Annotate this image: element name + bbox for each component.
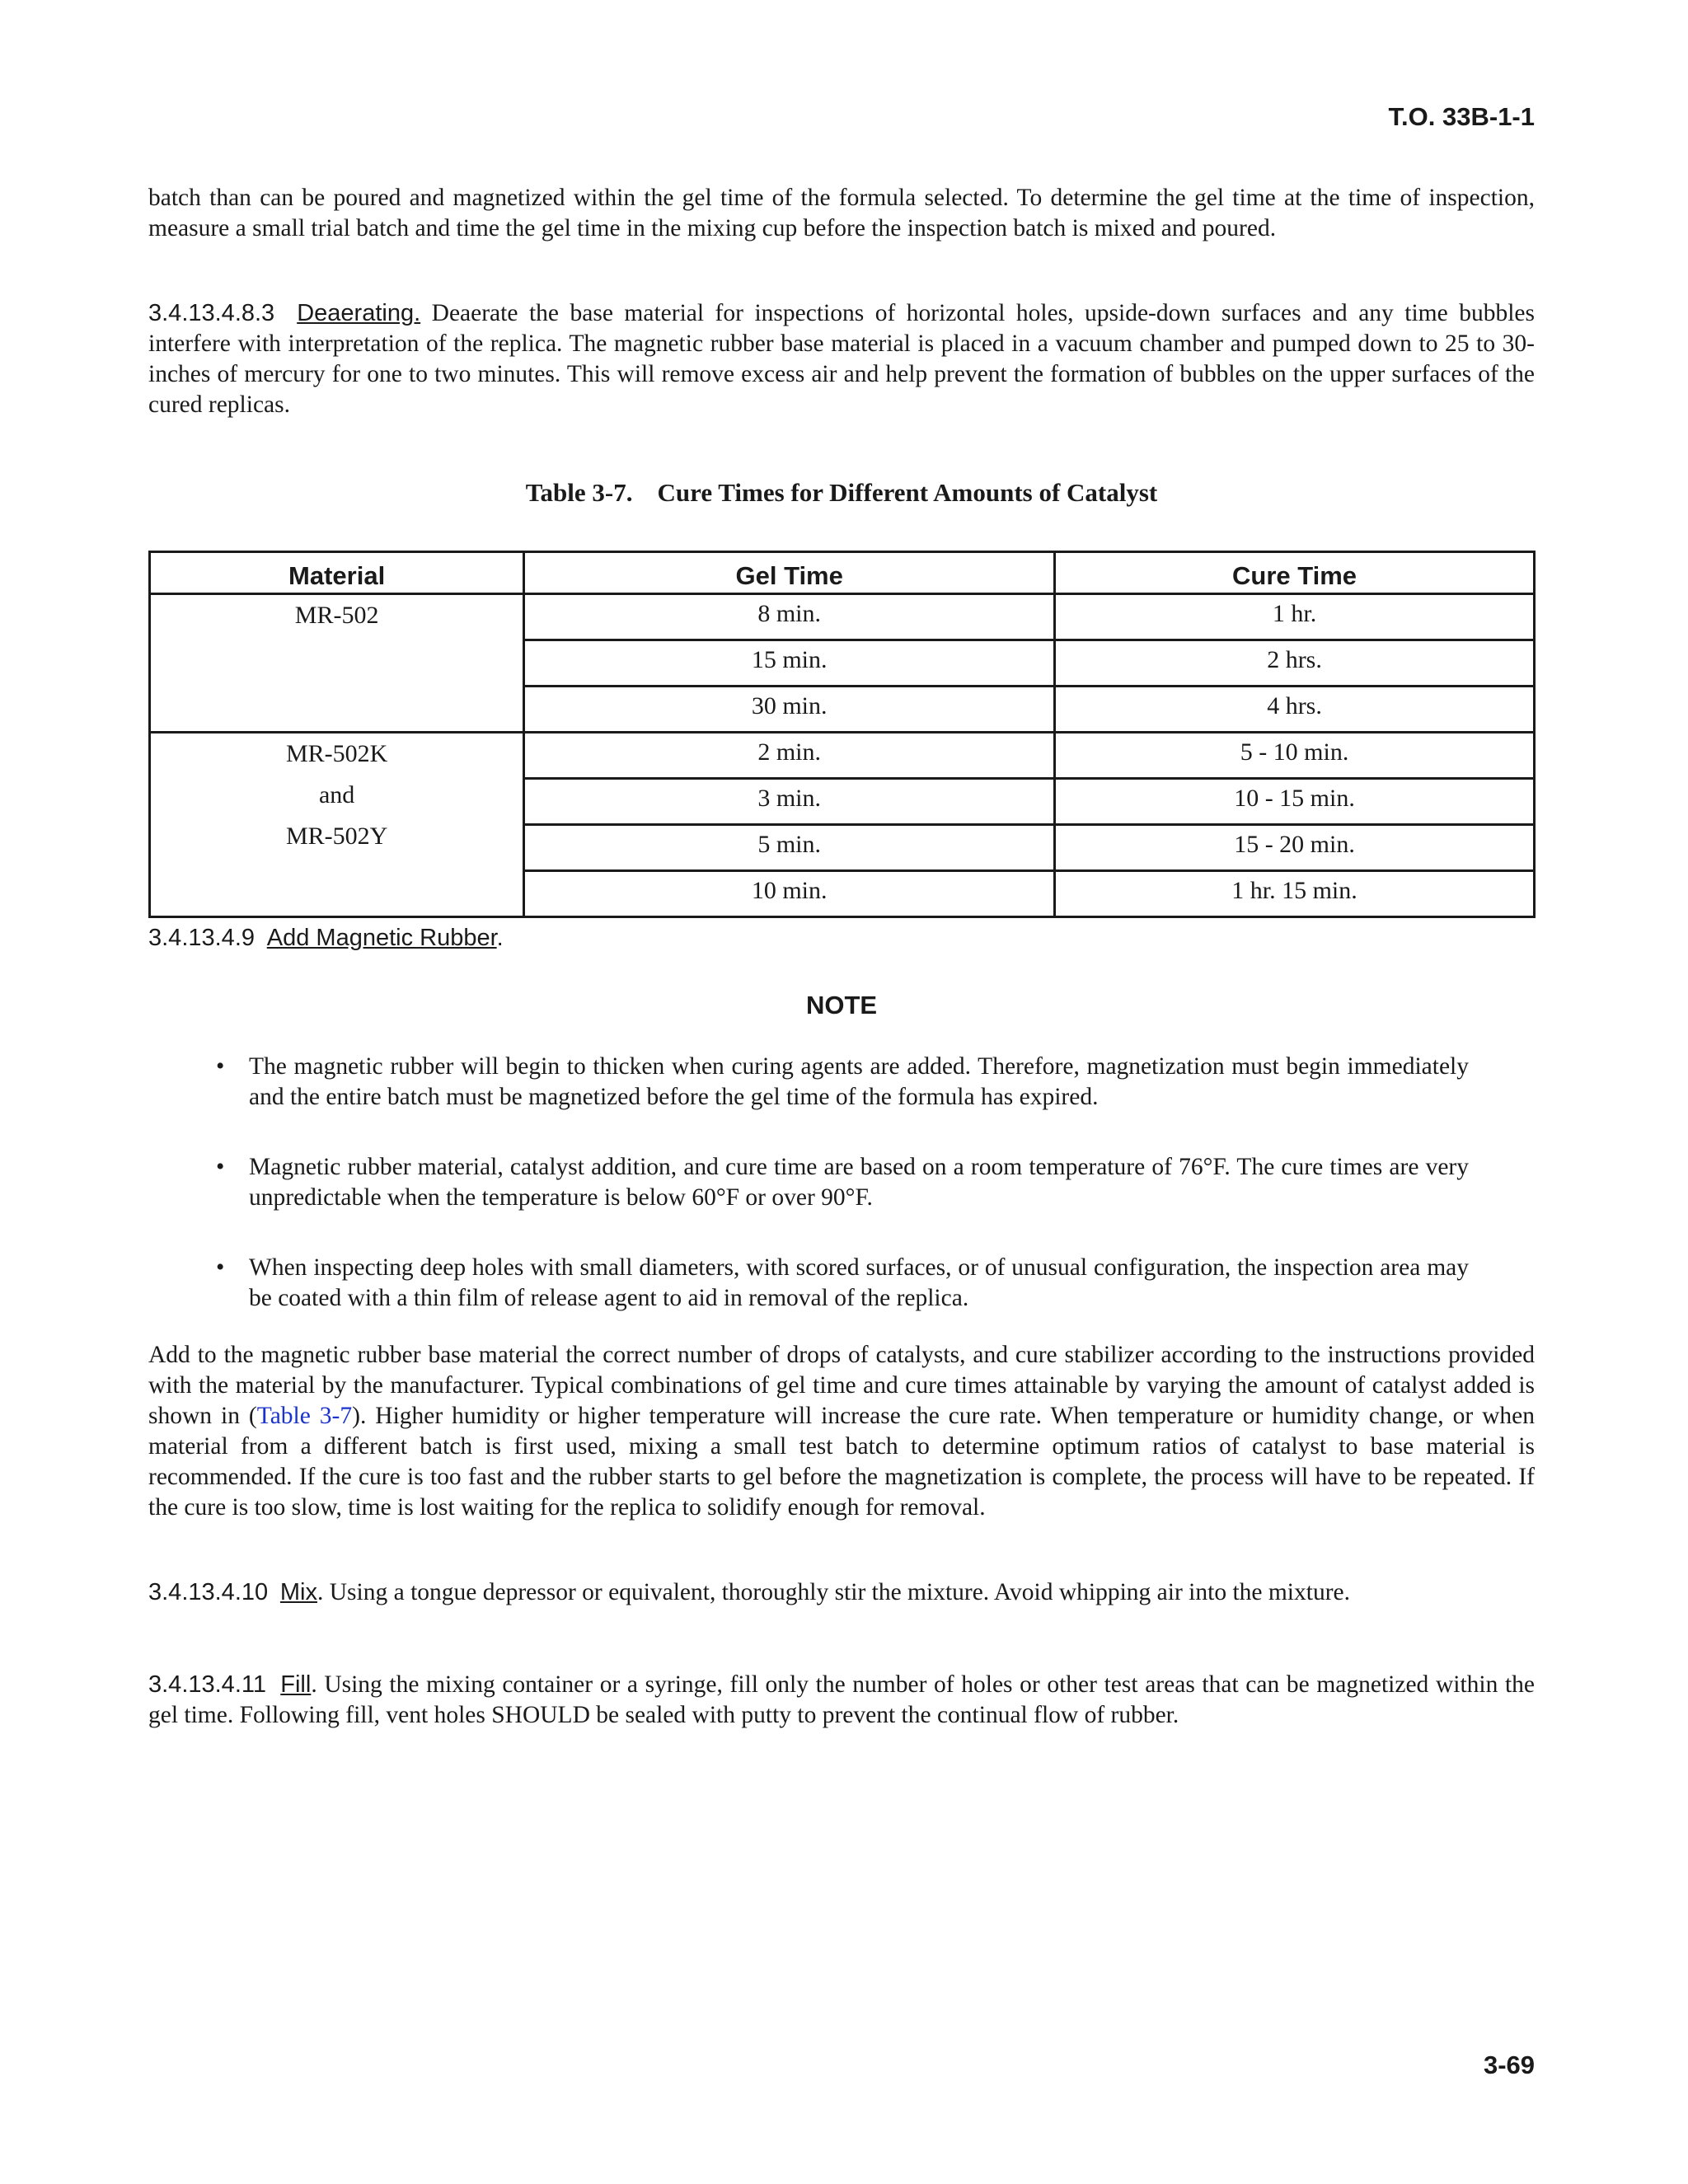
cure-time-cell: 10 - 15 min.: [1055, 779, 1535, 825]
paragraph-text: ). Higher humidity or higher temperature will increase the cure rate. When temperature or humidity change, or when material from a different batch is first used, mixing a small test batch to determine optimum ratios of catalyst to base material is recommended. If the cure is too fast and the rubber starts to gel before the magnetization is complete, the process will have to be repeated. If the cure is too slow, time is lost waiting for the replica to solidify enough for removal.: [148, 1403, 1536, 1521]
material-cell: [150, 733, 524, 917]
section-number: 3.4.13.4.11: [148, 1671, 266, 1698]
material-name: and: [318, 781, 355, 808]
add-magnetic-rubber-heading: [148, 923, 1535, 954]
table-reference-link[interactable]: Table 3-7: [256, 1403, 353, 1429]
intro-paragraph: batch than can be poured and magnetized within the gel time of the formula selected. To determine the gel time at the time of inspection, measure a small trial batch and time the gel time in the mixing cup before the inspection batch is mixed and poured.: [148, 185, 1535, 241]
column-header-gel-time: Gel Time: [524, 552, 1055, 594]
section-title: Add Magnetic Rubber: [266, 925, 497, 951]
cure-time-cell: 2 hrs.: [1055, 640, 1535, 687]
note-text: When inspecting deep holes with small diameters, with scored surfaces, or of unusual configuration, the inspection area may be coated with a thin film of release agent to aid in removal of the replica.: [249, 1254, 1469, 1311]
fill-paragraph: [148, 1670, 1535, 1731]
column-header-material: Material: [150, 552, 524, 594]
table-row: [150, 594, 1535, 640]
gel-time-cell: 5 min.: [524, 825, 1055, 871]
table-number: Table 3-7.: [525, 478, 633, 507]
gel-time-cell: 3 min.: [524, 779, 1055, 825]
section-title-suffix: .: [496, 925, 504, 951]
paragraph-text: Add to the magnetic rubber base material the correct number of drops of catalysts, and cure stabilizer according to the instructions provided with the material by the manufacturer. Typical combinations of gel time and cure times attainable by varying the amount of catalyst added is shown in (: [148, 1342, 1535, 1429]
cure-time-cell: 15 - 20 min.: [1055, 825, 1535, 871]
cure-times-table: [148, 551, 1536, 918]
section-title: Fill: [280, 1671, 312, 1698]
material-name: MR-502K: [285, 740, 388, 767]
material-name: MR-502: [294, 602, 379, 629]
section-title: Mix: [279, 1579, 317, 1605]
section-text: . Using the mixing container or a syringe, fill only the number of holes or other test areas that can be magnetized within the gel time. Following fill, vent holes SHOULD be sealed with putty to prevent the continual flow of rubber.: [148, 1671, 1536, 1728]
table-row: [150, 733, 1535, 779]
gel-time-cell: 10 min.: [524, 871, 1055, 917]
cure-time-cell: 4 hrs.: [1055, 687, 1535, 733]
section-title: Deaerating.: [297, 300, 421, 326]
bullet-icon: •: [216, 1053, 225, 1080]
section-text: Deaerate the base material for inspections of horizontal holes, upside-down surfaces and any time bubbles interfere with interpretation of the replica. The magnetic rubber base material is placed in a vacuum chamber and pumped down to 25 to 30-inches of mercury for one to two minutes. This will remove excess air and help prevent the formation of bubbles on the upper surfaces of the cured replicas.: [148, 300, 1535, 418]
mix-paragraph: [148, 1577, 1535, 1608]
section-number: 3.4.13.4.9: [148, 925, 255, 951]
section-number: 3.4.13.4.8.3: [148, 300, 275, 326]
bullet-icon: •: [216, 1154, 225, 1180]
material-cell: [150, 594, 524, 733]
section-number: 3.4.13.4.10: [148, 1579, 269, 1605]
note-text: The magnetic rubber will begin to thicken when curing agents are added. Therefore, magnetization must begin immediately and the entire batch must be magnetized before the gel time of the formula has expired.: [249, 1053, 1469, 1110]
gel-time-cell: 8 min.: [524, 594, 1055, 640]
gel-time-cell: 30 min.: [524, 687, 1055, 733]
cure-time-cell: 1 hr.: [1055, 594, 1535, 640]
gel-time-cell: 15 min.: [524, 640, 1055, 687]
cure-time-cell: 1 hr. 15 min.: [1055, 871, 1535, 917]
section-text: . Using a tongue depressor or equivalent, thoroughly stir the mixture. Avoid whipping air into the mixture.: [317, 1579, 1350, 1605]
bullet-icon: •: [216, 1254, 225, 1281]
note-title: NOTE: [805, 991, 878, 1019]
gel-time-cell: 2 min.: [524, 733, 1055, 779]
column-header-cure-time: Cure Time: [1055, 552, 1535, 594]
note-text: Magnetic rubber material, catalyst addition, and cure time are based on a room temperature of 76°F. The cure times are very unpredictable when the temperature is below 60°F or over 90°F.: [249, 1154, 1469, 1211]
table-caption: [148, 478, 1535, 508]
note-item: [216, 1253, 1469, 1314]
add-magnetic-rubber-paragraph: [148, 1340, 1535, 1523]
deaerating-paragraph: [148, 298, 1535, 420]
table-title: Cure Times for Different Amounts of Catalyst: [657, 478, 1158, 507]
table-header-row: [150, 552, 1535, 594]
note-item: [216, 1052, 1469, 1113]
page-number: 3-69: [1483, 2050, 1535, 2079]
document-id: T.O. 33B-1-1: [1388, 102, 1535, 131]
note-item: [216, 1152, 1469, 1213]
material-name: MR-502Y: [285, 823, 388, 850]
cure-time-cell: 5 - 10 min.: [1055, 733, 1535, 779]
